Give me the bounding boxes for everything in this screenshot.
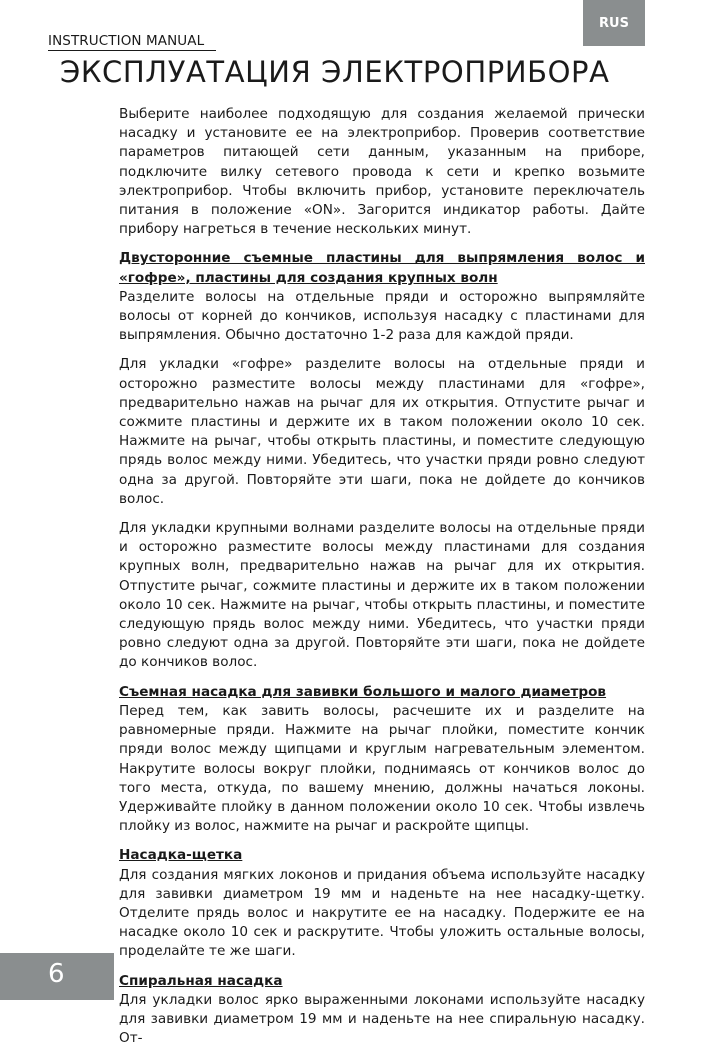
paragraph: Для укладки крупными волнами разделите волосы на отдельные пряди и осторожно разместите волосы между пластинами для создания крупных волн, предварительно нажав на рычаг для их открытия. Отпустите рычаг, сожмите пластины и держите их в таком положении около 10 сек. Нажмите на рычаг, чтобы открыть пластины, и поместите следующую прядь волос между ними. Убедитесь, что участки пряди ровно следуют одна за другой. Повторяйте эти шаги, пока не дойдете до кончиков волос.: [119, 520, 645, 671]
section-heading-spiral: Спиральная насадка: [119, 972, 283, 989]
manual-label-underline: [48, 50, 216, 51]
page-title: ЭКСПЛУАТАЦИЯ ЭЛЕКТРОПРИБОРА: [60, 55, 610, 89]
manual-label: INSTRUCTION MANUAL: [48, 33, 205, 49]
paragraph: Для укладки «гофре» разделите волосы на отдельные пряди и осторожно разместите волосы между пластинами для «гофре», предварительно нажав на рычаг для их открытия. Отпустите рычаг и сожмите пластины и держите их в таком положении около 10 сек. Нажмите на рычаг, чтобы открыть пластины, и поместите следующую прядь волос между ними. Убедитесь, что участки пряди ровно следуют одна за другой. Повторяйте эти шаги, пока не дойдете до кончиков волос.: [119, 356, 645, 507]
section-heading-curling: Съемная насадка для завивки большого и малого диаметров: [119, 683, 607, 700]
paragraph: Перед тем, как завить волосы, расчешите их и разделите на равномерные пряди. Нажмите на рычаг плойки, поместите кончик пряди волос между щипцами и круглым нагревательным элементом. Накрутите волосы вокруг плойки, поднимаясь от кончиков волос до того места, откуда, по вашему мнению, должны начаться локоны. Удерживайте плойку в данном положении около 10 сек. Чтобы извлечь плойку из волос, нажмите на рычаг и раскройте щипцы.: [119, 702, 645, 835]
page-number: 6: [48, 959, 65, 989]
content-body: [119, 105, 645, 1058]
section-heading-brush: Насадка-щетка: [119, 847, 243, 864]
paragraph: Для укладки волос ярко выраженными локонами используйте насадку для завивки диаметром 19 мм и наденьте на нее спиральную насадку. От-: [119, 991, 645, 1047]
paragraph: Для создания мягких локонов и придания объема используйте насадку для завивки диаметром 19 мм и наденьте на нее насадку-щетку. Отделите прядь волос и накрутите ее на насадку. Подержите ее на насадке около 10 сек и раскрутите. Чтобы уложить остальные волосы, проделайте те же шаги.: [119, 866, 645, 960]
section-heading-plates: Двусторонние съемные пластины для выпрямления волос и «гофре», пластины для создания крупных волн: [119, 250, 645, 286]
page-number-box: [0, 953, 114, 1000]
language-tab: RUS: [583, 0, 645, 46]
intro-paragraph: Выберите наиболее подходящую для создания желаемой прически насадку и установите ее на электроприбор. Проверив соответствие параметров питающей сети данным, указанным на приборе, подключите вилку сетевого провода к сети и крепко возьмите электроприбор. Чтобы включить прибор, установите переключатель питания в положение «ON». Загорится индикатор работы. Дайте прибору нагреться в течение нескольких минут.: [119, 106, 645, 238]
paragraph: Разделите волосы на отдельные пряди и осторожно выпрямляйте волосы от корней до кончиков, используя насадку с пластинами для выпрямления. Обычно достаточно 1-2 раза для каждой пряди.: [119, 288, 645, 344]
